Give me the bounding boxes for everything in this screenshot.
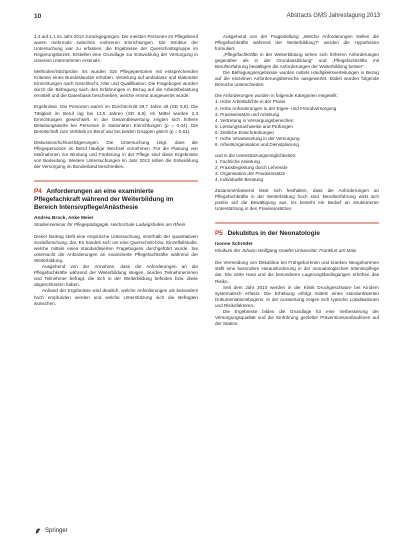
paragraph: Zusammenfassend lässt sich festhalten, dass die Anforderungen an Pflegefachkräfte in der Weiterbildung hoch sind. Berufserfahrung wirkt sich positiv auf die Bewältigung aus. Es besteht ein Bedarf an strukturierter Unterstützung in den Praxiseinsätzen. xyxy=(215,188,379,212)
paragraph: Ausgehend von der Fragestellung „Welche Anforderungen stellen die Pflegefachkräfte während der Weiterbildung?“ werden die Hypothesen formuliert. xyxy=(215,34,379,52)
paragraph: Ergebnisse. Die Personen waren im Durchschnitt 39,7 Jahre alt (SD 9,8). Die Tätigkeit im Beruf lag bei 13,5 Jahren (SD 8,9). Im Mittel wurden 2,3 Einrichtungen gewechselt. In der Gesamtbewertung zeigten sich höhere Belastungswerte bei Personen in stationären Einrichtungen (p = 0,04). Die Bereitschaft zum Verbleib im Beruf war bei beiden Gruppen gleich (p = 0,61). xyxy=(34,104,198,134)
paragraph: Dieser Beitrag stellt eine empirische Untersuchung, innerhalb der quantitativen Sozialforschung, dar. Es handelt sich um eine Querschnitt-bzw. Einzelfallstudie, welche mittels eines standardisierten Fragebogens durchgeführt wurde. Sie untersucht die Anforderungen an examinierte Pflegefachkräfte während der Weiterbildung. xyxy=(34,234,198,264)
publisher-name: Springer xyxy=(45,528,68,534)
left-column xyxy=(34,34,198,307)
list-intro: und in die Unterstützungsmöglichkeiten: xyxy=(215,152,297,158)
paragraph: Die Vermeidung von Dekubitus bei Frühgeborenen und kranken Neugeborenen stellt eine besondere Herausforderung in der neonatologischen Intensivpflege dar. Die zarte Haut und die besonderen Lagerungsbedingungen erhöhen das Risiko. xyxy=(215,260,379,284)
section-affiliation: Klinikum der Johann Wolfgang Goethe Universität, Frankfurt am Main xyxy=(215,248,357,254)
section-heading-p5 xyxy=(215,230,379,238)
list-item: 2. Praxisbegleitung durch Lehrende xyxy=(215,164,288,170)
section-affiliation: Studienseminar für Pflegepädagogik, Hochschule Ludwigshafen am Rhein xyxy=(34,221,186,227)
section-divider xyxy=(215,222,379,224)
paragraph: Anhand der Ergebnisse wird deutlich, welche Anforderungen als besonders hoch empfunden werden und welche Unterstützung sich die Befragten wünschen. xyxy=(34,288,198,306)
list-item: 8. Arbeitsorganisation und Dienstplanung xyxy=(215,141,299,147)
section-title: Anforderungen an eine examinierte Pflegefachkraft während der Weiterbildung im Bereich Intensivpflege/Anästhesie xyxy=(34,187,174,211)
list-item: 1. Hohe Arbeitsdichte in der Praxis xyxy=(215,99,286,105)
section-number: P4 xyxy=(34,187,42,195)
list-item: 6. Zeitliche Einschränkungen xyxy=(215,129,274,135)
section-divider xyxy=(34,180,198,182)
list-item: 3. Praxiseinsätze und Anleitung xyxy=(215,111,280,117)
paragraph: Ausgehend von der Annahme, dass die Anforderungen an die Pflegefachkräfte während der Weiterbildung steigen, wurden Teilnehmerinnen und Teilnehmer befragt, die sich in der Weiterbildung befinden bzw. diese abgeschlossen haben. xyxy=(34,264,198,288)
section-authors: Andrea Brock, Anke Meier xyxy=(34,215,94,221)
running-header: Abstracts GMS Jahrestagung 2013 xyxy=(286,13,380,19)
list-item: 1. Fachliche Anleitung xyxy=(215,158,260,164)
paragraph: 1,4 auf 1,1 im Jahr 2013 zurückgegangen. Die meisten Personen im Pflegeberuf waren mehrmals zwischen mehreren Einrichtungen. Die Struktur der Untersuchung war zu erfassen, die Ergebnisse der Querschnittsgruppe im Regierungsbezirk. Erstellen eine Grundlage zur Entwicklung der Versorgung in unserem Unternehmen erstmals. xyxy=(34,34,198,64)
list-item: 5. Leistungsnachweise und Prüfungen xyxy=(215,123,293,129)
paragraph: Die Befragungsergebnisse wurden mittels Häufigkeitsverteilungen in Bezug auf die einzelnen Anforderungsbereiche ausgewertet. Dabei wurden folgende Bereiche unterschieden: xyxy=(215,70,379,88)
list-item: 2. Hohe Anforderungen in der Eigen- und Fremdversorgung xyxy=(215,105,337,111)
section-title: Dekubitus in der Neonatologie xyxy=(227,230,320,238)
page-number: 10 xyxy=(34,13,42,20)
section-heading-p4 xyxy=(34,188,198,212)
right-column xyxy=(215,34,379,327)
section-number: P5 xyxy=(215,230,223,238)
paragraph: Die Ergebnisse bilden die Grundlage für eine Verbesserung der Versorgungsqualität und die Einführung gezielter Präventionsmaßnahmen auf der Station. xyxy=(215,308,379,326)
publisher-logo xyxy=(34,527,68,535)
list-item: 7. Hohe Verantwortung in der Versorgung xyxy=(215,135,300,141)
category-list xyxy=(215,99,379,147)
list-intro: Die Anforderungen wurden in folgende Kategorien eingeteilt: xyxy=(215,93,338,99)
paragraph: Seit dem Jahr 2010 werden in der Klinik Druckgeschwüre bei Kindern systematisch erfasst. Die Erhebung erfolgt mittels eines standardisierten Dokumentationsbogens. In der Auswertung zeigen sich typische Lokalisationen und Risikofaktoren. xyxy=(215,284,379,308)
paragraph: Methoden/Stichprobe. Es wurden 316 Pflegepersonen mit entsprechenden Kriterien eines Bundeslandes erhoben. Verteilung auf ambulante und stationäre Einrichtungen nach Geschlecht, Alter und Qualifikation. Die Fragebogen wurden durch die Befragung nach den Erfahrungen in Bezug auf die Arbeitsbelastung ermittelt und die Datenbasis beschrieben, welche erneut ausgewertet wurde. xyxy=(34,69,198,99)
springer-horse-icon xyxy=(34,527,42,535)
list-item: 4. Vertretung in Versorgungsbereichen xyxy=(215,117,294,123)
paragraph: Diskussion/Schlussfolgerungen. Die Untersuchung zeigt, dass die Pflegepersonen im Beruf häufige Wechsel vornehmen. Für die Planung von Maßnahmen zur Bindung und Förderung in der Pflege sind diese Ergebnisse von Bedeutung. Weitere Untersuchungen im Jahr 2013 sollen die Entwicklung der Versorgung im Bundesland beschreiben. xyxy=(34,139,198,169)
support-list xyxy=(215,159,379,183)
list-item: 3. Organisation der Praxiseinsätze xyxy=(215,170,286,176)
section-authors: Ivonne Schröder xyxy=(215,242,253,248)
list-item: 4. Individuelle Beratung xyxy=(215,177,264,183)
paragraph: „Pflegefachkräfte in der Weiterbildung sehen sich höheren Anforderungen gegenüber als in der Grundausbildung“ und „Pflegefachkräfte mit Berufserfahrung bewältigen die Anforderungen der Weiterbildung besser“. xyxy=(215,52,379,70)
